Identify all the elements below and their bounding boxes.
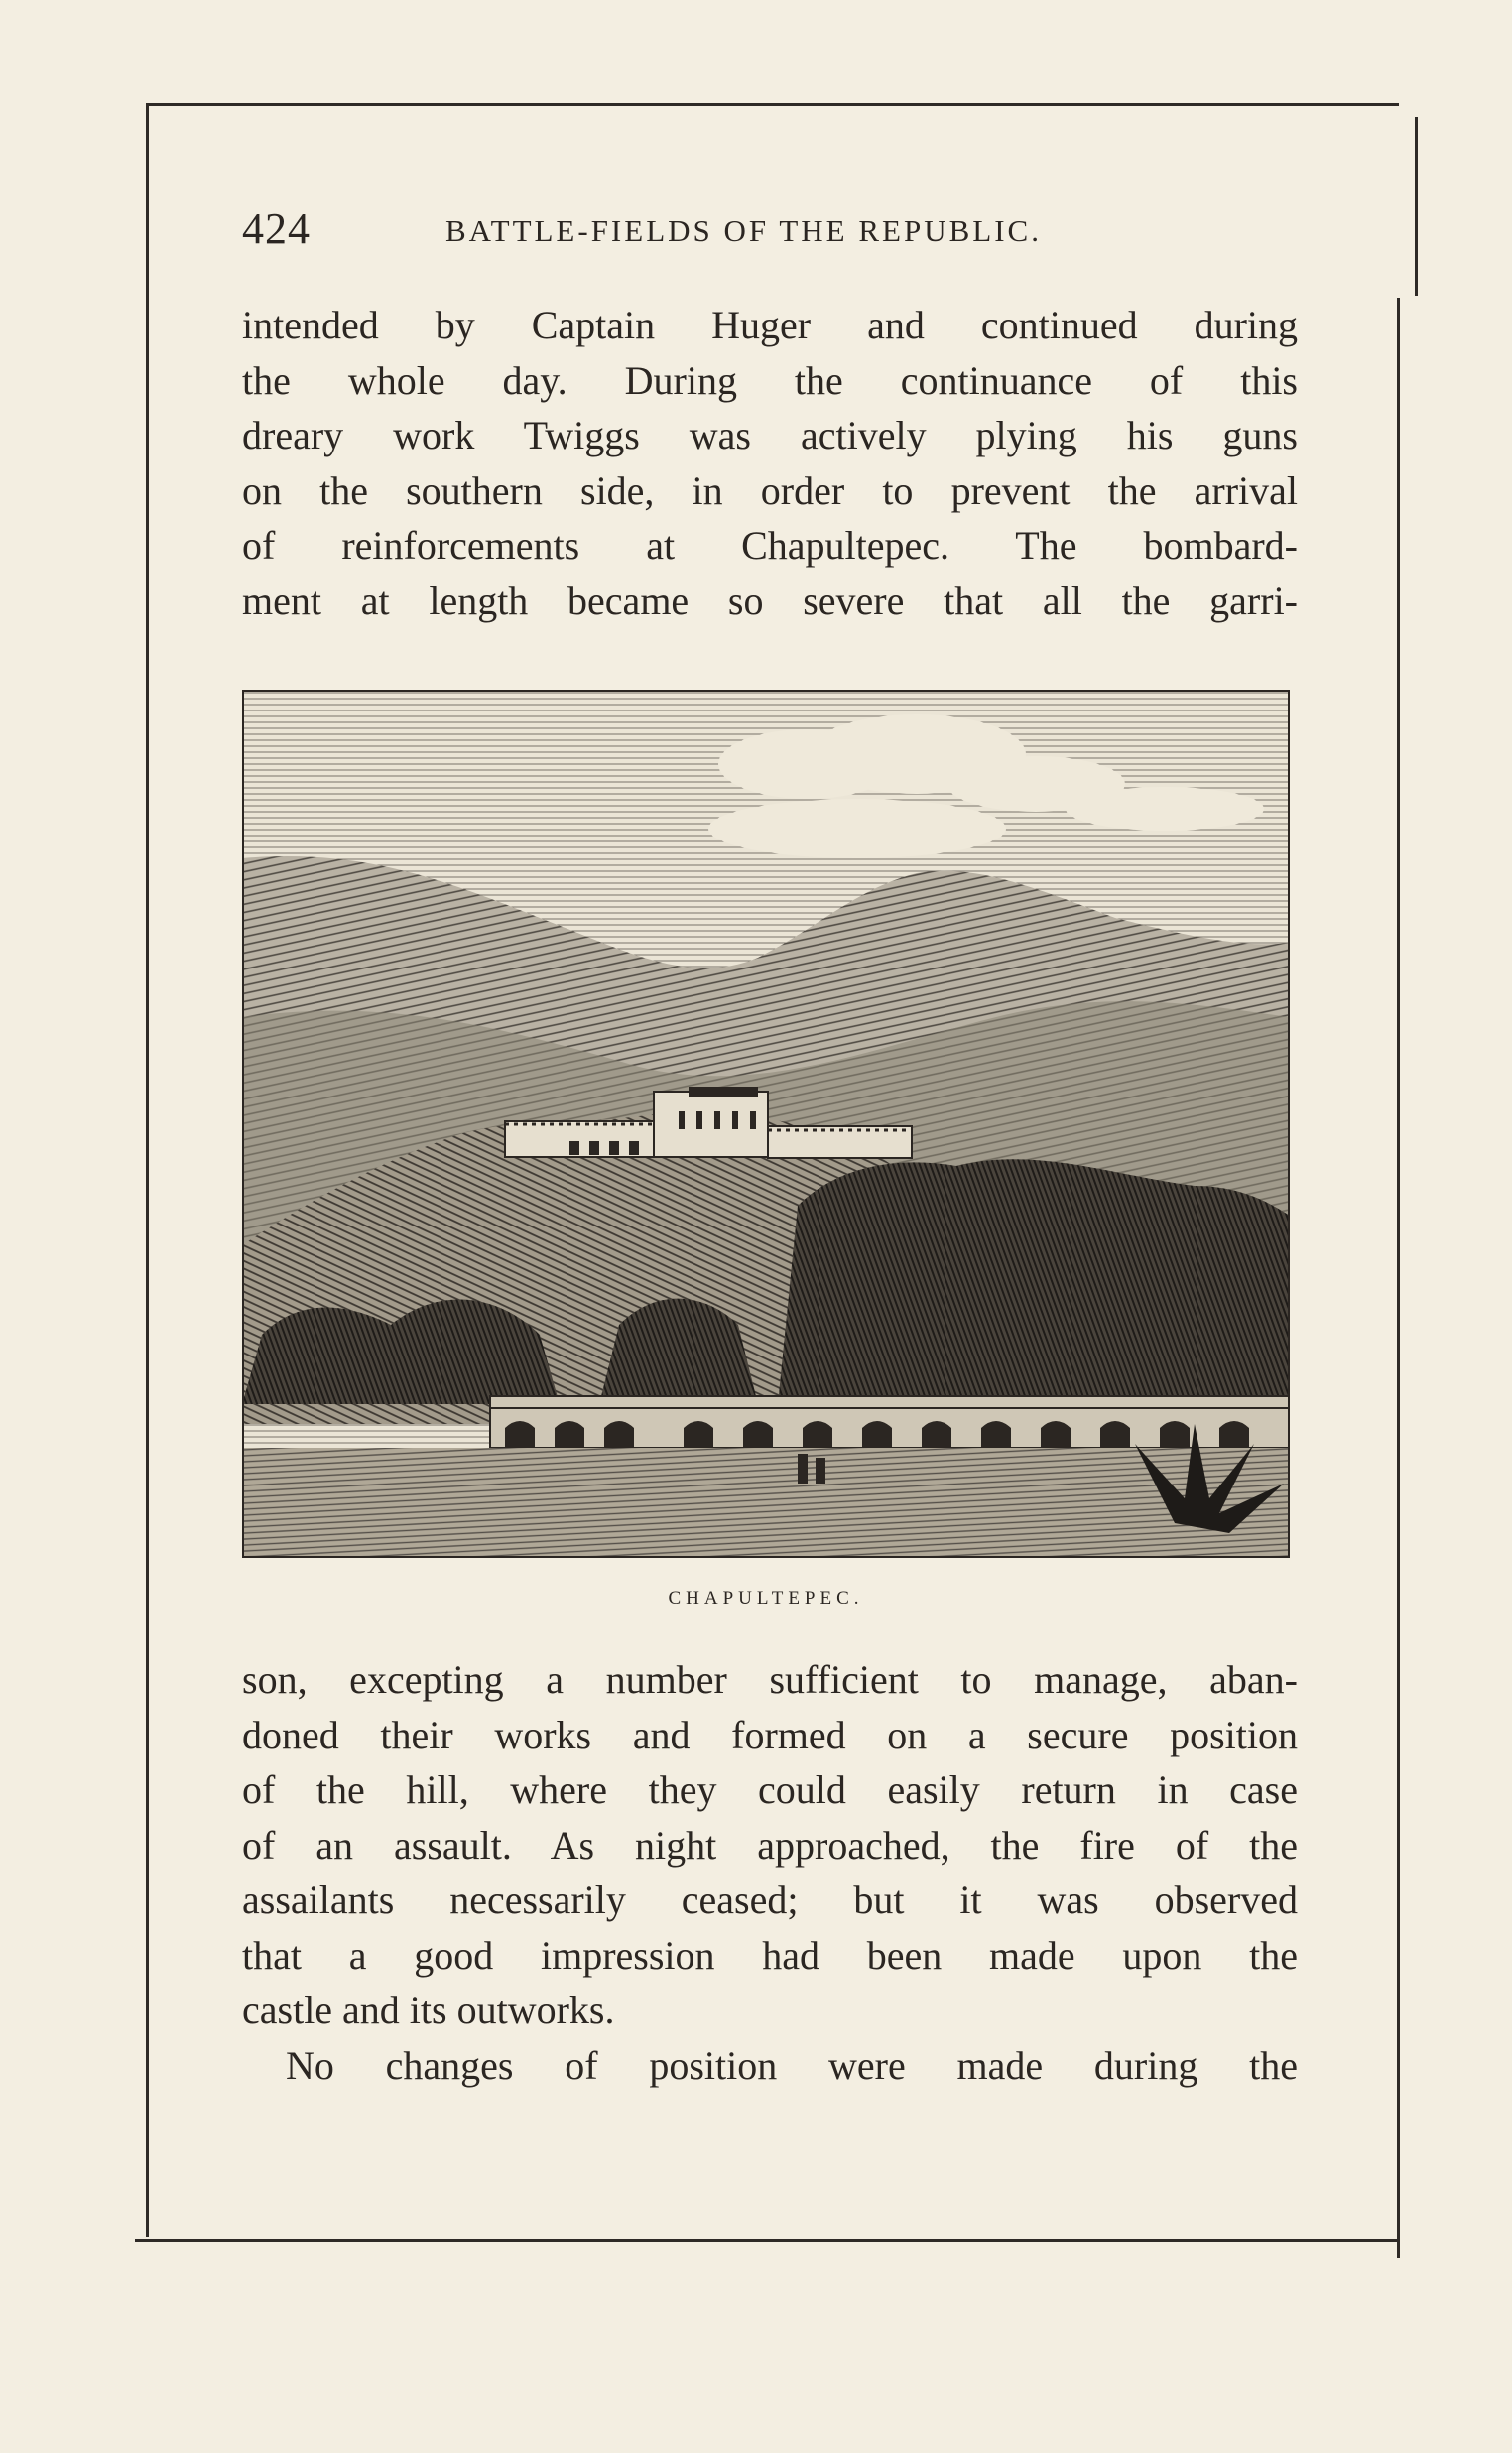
- page-border-right-upper: [1415, 117, 1418, 296]
- text-line: intended by Captain Huger and continued during: [242, 303, 1298, 347]
- text-line: on the southern side, in order to prevent the arrival: [242, 467, 1298, 513]
- text-line: that a good impression had been made upon the: [242, 1932, 1298, 1978]
- paragraph-top: [242, 298, 1298, 628]
- text-line: ment at length became so severe that all the garri-: [242, 578, 1298, 623]
- text-line: the whole day. During the continuance of this: [242, 357, 1298, 403]
- page-border-top: [147, 103, 1399, 106]
- page-border-bottom: [135, 2239, 1397, 2242]
- page-number: 424: [242, 204, 311, 253]
- chapultepec-engraving: [242, 690, 1290, 1558]
- text-line: castle and its outworks.: [242, 1988, 615, 2032]
- text-line: No changes of position were made during the: [286, 2042, 1298, 2088]
- page-border-right: [1397, 298, 1400, 2258]
- paragraph-bottom: [242, 1652, 1298, 2093]
- text-line: dreary work Twiggs was actively plying his guns: [242, 413, 1298, 457]
- text-line: of an assault. As night approached, the fire of the: [242, 1822, 1298, 1868]
- text-line: of the hill, where they could easily return in case: [242, 1767, 1298, 1812]
- figure-caption: CHAPULTEPEC.: [668, 1588, 864, 1609]
- page-border-left: [146, 103, 149, 2237]
- text-line: of reinforcements at Chapultepec. The bombard-: [242, 523, 1298, 568]
- text-line: son, excepting a number sufficient to manage, aban-: [242, 1657, 1298, 1702]
- aqueduct-icon: [490, 1396, 1290, 1448]
- text-line: doned their works and formed on a secure position: [242, 1712, 1298, 1757]
- text-line: assailants necessarily ceased; but it was observed: [242, 1877, 1298, 1922]
- running-head: BATTLE-FIELDS OF THE REPUBLIC.: [445, 213, 1042, 248]
- page-header: [242, 203, 1294, 263]
